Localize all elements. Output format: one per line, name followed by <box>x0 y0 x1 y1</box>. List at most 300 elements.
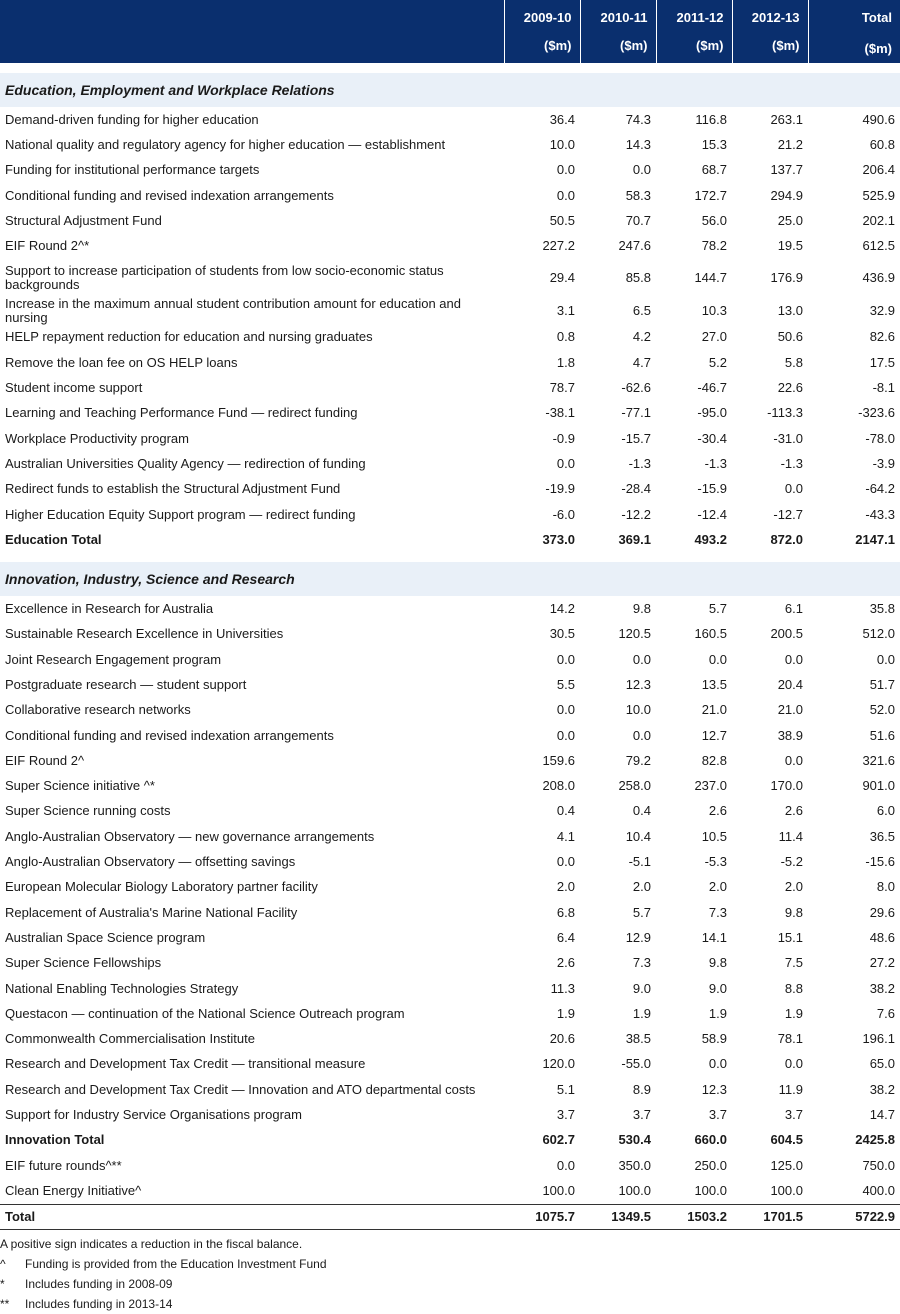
table-row <box>0 1102 900 1127</box>
row-label: Excellence in Research for Australia <box>5 601 214 617</box>
row-year-value: 0.4 <box>632 803 651 819</box>
row-year-value: 0.0 <box>556 854 575 870</box>
row-year-value: 0.0 <box>708 651 727 667</box>
row-year-value: 3.1 <box>556 302 575 318</box>
row-label: Sustainable Research Excellence in Universities <box>5 626 284 642</box>
row-year-value: 78.2 <box>701 238 727 254</box>
row-year-value: 6.5 <box>632 302 651 318</box>
row-total-value: 8.0 <box>876 879 895 895</box>
section-total-row <box>0 527 900 552</box>
row-year-value: 160.5 <box>694 626 727 642</box>
row-label: Remove the loan fee on OS HELP loans <box>5 354 238 370</box>
row-year-value: 15.3 <box>701 136 727 152</box>
row-total-value: 321.6 <box>862 752 895 768</box>
row-total-value: 525.9 <box>862 187 895 203</box>
row-label: Commonwealth Commercialisation Institute <box>5 1031 255 1047</box>
row-year-value: 1349.5 <box>580 1204 656 1229</box>
row-year-value: 258.0 <box>618 778 651 794</box>
row-year-value: 116.8 <box>695 111 727 127</box>
table-row <box>0 297 900 325</box>
row-year-value: 2.6 <box>556 955 575 971</box>
row-label: Redirect funds to establish the Structural Adjustment Fund <box>5 481 341 497</box>
row-year-value: 12.9 <box>625 929 651 945</box>
row-label: Structural Adjustment Fund <box>5 212 162 228</box>
row-year-value: -31.0 <box>773 430 803 446</box>
row-year-value: -77.1 <box>621 405 651 421</box>
row-total-value: 36.5 <box>869 828 895 844</box>
row-total-value: 35.8 <box>869 601 895 617</box>
row-year-value: 250.0 <box>694 1157 727 1173</box>
row-total-value: 52.0 <box>869 702 895 718</box>
row-label: Clean Energy Initiative^ <box>5 1182 142 1198</box>
row-label: Innovation Total <box>5 1132 105 1148</box>
header-total: Total ($m) <box>808 0 900 63</box>
table-row <box>0 1027 900 1052</box>
row-total-value: 436.9 <box>862 269 895 285</box>
row-year-value: 100.0 <box>618 1182 651 1198</box>
row-year-value: 369.1 <box>618 531 651 547</box>
note-symbol: ** <box>0 1296 10 1311</box>
row-year-value: 10.4 <box>625 828 651 844</box>
row-label: Increase in the maximum annual student contribution amount for education and nursing <box>5 295 461 325</box>
row-year-value: 70.7 <box>625 212 651 228</box>
row-year-value: 9.0 <box>708 980 727 996</box>
row-total-value: 29.6 <box>869 904 895 920</box>
row-year-value: 1.9 <box>556 1005 575 1021</box>
table-row <box>0 698 900 723</box>
row-year-value: 58.3 <box>625 187 651 203</box>
section-title: Education, Employment and Workplace Relations <box>0 73 900 107</box>
row-total-value: 206.4 <box>862 162 895 178</box>
row-year-value: 27.0 <box>701 329 727 345</box>
note-symbol: * <box>0 1276 5 1291</box>
row-total-value: 32.9 <box>869 302 895 318</box>
row-year-value: 10.0 <box>625 702 651 718</box>
row-year-value: -12.7 <box>773 506 803 522</box>
row-year-value: -6.0 <box>552 506 575 522</box>
row-year-value: 11.9 <box>778 1081 803 1097</box>
row-year-value: 29.4 <box>549 269 575 285</box>
row-year-value: 120.0 <box>542 1056 575 1072</box>
row-total-value: 512.0 <box>862 626 895 642</box>
table-row <box>0 799 900 824</box>
row-year-value: 100.0 <box>694 1182 727 1198</box>
table-body <box>0 63 900 1229</box>
row-year-value: -95.0 <box>697 405 727 421</box>
row-year-value: 159.6 <box>542 752 575 768</box>
row-year-value: 0.0 <box>556 702 575 718</box>
header-year-2012-13: 2012-13 ($m) <box>732 0 808 63</box>
row-year-value: 3.7 <box>708 1107 727 1123</box>
row-year-value: 0.0 <box>632 651 651 667</box>
row-year-value: -19.9 <box>545 481 575 497</box>
table-row <box>0 672 900 697</box>
table-row <box>0 1178 900 1204</box>
row-year-value: -5.2 <box>780 854 803 870</box>
row-year-value: 144.7 <box>694 269 727 285</box>
row-label: Research and Development Tax Credit — Innovation and ATO departmental costs <box>5 1081 476 1097</box>
row-year-value: 247.6 <box>618 238 651 254</box>
row-year-value: 2.0 <box>784 879 803 895</box>
note-item <box>0 1294 900 1314</box>
table-row <box>0 233 900 258</box>
row-year-value: 78.1 <box>777 1031 803 1047</box>
row-year-value: 10.0 <box>549 136 575 152</box>
row-year-value: 15.1 <box>777 929 803 945</box>
row-total-value: 0.0 <box>876 651 895 667</box>
notes-intro: A positive sign indicates a reduction in the fiscal balance. <box>0 1236 303 1251</box>
table-row <box>0 774 900 799</box>
row-year-value: 9.0 <box>632 980 651 996</box>
row-year-value: 100.0 <box>542 1182 575 1198</box>
row-year-value: 0.0 <box>708 1056 727 1072</box>
row-total-value: -43.3 <box>865 506 895 522</box>
row-label: Collaborative research networks <box>5 702 191 718</box>
table-row <box>0 401 900 426</box>
row-year-value: 172.7 <box>694 187 727 203</box>
row-label: Student income support <box>5 380 143 396</box>
table-row <box>0 1001 900 1026</box>
row-year-value: 8.8 <box>784 980 803 996</box>
row-year-value: 100.0 <box>770 1182 803 1198</box>
row-year-value: 263.1 <box>770 111 803 127</box>
section-heading-row <box>0 562 900 596</box>
row-year-value: 0.4 <box>556 803 575 819</box>
row-total-value: 2147.1 <box>855 531 895 547</box>
row-year-value: 1.9 <box>784 1005 803 1021</box>
table-row <box>0 748 900 773</box>
table-row <box>0 647 900 672</box>
table-row <box>0 1077 900 1102</box>
row-year-value: 7.3 <box>632 955 651 971</box>
row-label: Joint Research Engagement program <box>5 651 222 667</box>
row-year-value: 10.5 <box>701 828 727 844</box>
row-year-value: 530.4 <box>618 1132 651 1148</box>
row-year-value: -1.3 <box>704 455 727 471</box>
row-year-value: 493.2 <box>694 531 727 547</box>
row-year-value: 6.4 <box>556 929 575 945</box>
row-year-value: 11.4 <box>778 828 803 844</box>
table-row <box>0 208 900 233</box>
row-label: Super Science running costs <box>5 803 171 819</box>
row-total-value: 400.0 <box>862 1182 895 1198</box>
row-year-value: 208.0 <box>542 778 575 794</box>
table-row <box>0 875 900 900</box>
row-year-value: 1503.2 <box>656 1204 732 1229</box>
table-row <box>0 325 900 350</box>
row-year-value: 82.8 <box>701 752 727 768</box>
row-year-value: 1075.7 <box>504 1204 580 1229</box>
row-year-value: 68.7 <box>701 162 727 178</box>
row-year-value: 120.5 <box>618 626 651 642</box>
row-year-value: 0.0 <box>632 727 651 743</box>
row-total-value: 38.2 <box>869 980 895 996</box>
row-year-value: 3.7 <box>784 1107 803 1123</box>
row-year-value: 10.3 <box>701 302 727 318</box>
row-year-value: 0.0 <box>556 727 575 743</box>
row-total-value: 901.0 <box>862 778 895 794</box>
table-row <box>0 1153 900 1178</box>
row-year-value: -12.4 <box>697 506 727 522</box>
row-label: Total <box>0 1204 504 1229</box>
row-year-value: 1701.5 <box>732 1204 808 1229</box>
table-row <box>0 596 900 621</box>
row-year-value: 5.7 <box>632 904 651 920</box>
table-row <box>0 375 900 400</box>
row-year-value: 1.8 <box>556 354 575 370</box>
table-notes <box>0 1230 900 1314</box>
row-label: Higher Education Equity Support program — redirect funding <box>5 506 356 522</box>
row-year-value: 3.7 <box>556 1107 575 1123</box>
row-year-value: 21.0 <box>777 702 803 718</box>
row-total-value: 202.1 <box>862 212 895 228</box>
row-year-value: 14.3 <box>625 136 651 152</box>
row-label: Workplace Productivity program <box>5 430 189 446</box>
row-year-value: -5.1 <box>628 854 651 870</box>
row-year-value: 200.5 <box>770 626 803 642</box>
row-year-value: 3.7 <box>632 1107 651 1123</box>
table-row <box>0 951 900 976</box>
row-year-value: 78.7 <box>549 380 575 396</box>
row-year-value: 350.0 <box>618 1157 651 1173</box>
row-total-value: 17.5 <box>869 354 895 370</box>
row-year-value: 5.1 <box>556 1081 575 1097</box>
row-label: Anglo-Australian Observatory — new governance arrangements <box>5 828 375 844</box>
row-label: National quality and regulatory agency for higher education — establishment <box>5 136 446 152</box>
table-row <box>0 350 900 375</box>
row-year-value: 20.6 <box>549 1031 575 1047</box>
row-year-value: 6.1 <box>784 601 803 617</box>
row-label: Research and Development Tax Credit — transitional measure <box>5 1056 366 1072</box>
row-label: Anglo-Australian Observatory — offsetting savings <box>5 854 296 870</box>
row-label: EIF future rounds^** <box>5 1157 122 1173</box>
row-year-value: 13.0 <box>777 302 803 318</box>
row-year-value: 22.6 <box>777 380 803 396</box>
row-label: EIF Round 2^* <box>5 238 90 254</box>
table-row <box>0 849 900 874</box>
row-year-value: -28.4 <box>621 481 651 497</box>
row-year-value: -15.7 <box>621 430 651 446</box>
row-label: Funding for institutional performance targets <box>5 162 260 178</box>
row-total-value: 48.6 <box>869 929 895 945</box>
row-year-value: 0.0 <box>556 187 575 203</box>
row-year-value: 4.7 <box>632 354 651 370</box>
note-item <box>0 1254 900 1274</box>
row-year-value: 19.5 <box>777 238 803 254</box>
section-title: Innovation, Industry, Science and Research <box>0 562 900 596</box>
row-label: HELP repayment reduction for education and nursing graduates <box>5 329 373 345</box>
row-year-value: 38.9 <box>777 727 803 743</box>
row-label: Postgraduate research — student support <box>5 676 247 692</box>
row-year-value: 21.0 <box>701 702 727 718</box>
header-label-cell <box>0 0 504 63</box>
table-row <box>0 925 900 950</box>
row-label: Conditional funding and revised indexation arrangements <box>5 727 334 743</box>
table-row <box>0 1052 900 1077</box>
row-year-value: 2.0 <box>556 879 575 895</box>
row-year-value: 0.0 <box>784 1056 803 1072</box>
row-year-value: 0.0 <box>784 481 803 497</box>
row-year-value: 170.0 <box>770 778 803 794</box>
row-year-value: 13.5 <box>701 676 727 692</box>
row-year-value: 0.0 <box>556 651 575 667</box>
table-row <box>0 183 900 208</box>
header-year-2010-11: 2010-11 ($m) <box>580 0 656 63</box>
row-total-value: -64.2 <box>865 481 895 497</box>
row-year-value: 604.5 <box>770 1132 803 1148</box>
note-text: Includes funding in 2013-14 <box>25 1296 173 1311</box>
row-label: Super Science Fellowships <box>5 955 162 971</box>
row-year-value: 38.5 <box>625 1031 651 1047</box>
row-label: European Molecular Biology Laboratory partner facility <box>5 879 318 895</box>
row-year-value: 14.1 <box>701 929 727 945</box>
row-label: Replacement of Australia's Marine National Facility <box>5 904 298 920</box>
row-total-value: -15.6 <box>865 854 895 870</box>
row-total-value: 750.0 <box>862 1157 895 1173</box>
spacer-row <box>0 63 900 73</box>
spacer-row <box>0 552 900 562</box>
row-year-value: 0.0 <box>556 455 575 471</box>
row-year-value: 25.0 <box>777 212 803 228</box>
notes-list <box>0 1254 900 1314</box>
row-total-value: 38.2 <box>869 1081 895 1097</box>
row-year-value: 50.6 <box>777 329 803 345</box>
row-year-value: 6.8 <box>556 904 575 920</box>
row-year-value: 0.0 <box>556 162 575 178</box>
table-row <box>0 502 900 527</box>
row-year-value: -15.9 <box>697 481 727 497</box>
row-total-value: -3.9 <box>872 455 895 471</box>
note-symbol: ^ <box>0 1256 6 1271</box>
row-year-value: 294.9 <box>770 187 803 203</box>
row-year-value: -5.3 <box>704 854 727 870</box>
table-row <box>0 132 900 157</box>
row-year-value: 0.0 <box>556 1157 575 1173</box>
table-row <box>0 976 900 1001</box>
row-year-value: 2.0 <box>632 879 651 895</box>
row-total-value: -78.0 <box>865 430 895 446</box>
table-row <box>0 900 900 925</box>
row-year-value: 14.2 <box>549 601 575 617</box>
row-year-value: 21.2 <box>777 136 803 152</box>
row-year-value: -30.4 <box>697 430 727 446</box>
row-year-value: 58.9 <box>701 1031 727 1047</box>
row-year-value: 50.5 <box>549 212 575 228</box>
row-year-value: -1.3 <box>780 455 803 471</box>
section-total-row <box>0 1128 900 1153</box>
row-year-value: 5.2 <box>708 354 727 370</box>
row-total-value: 51.6 <box>869 727 895 743</box>
row-year-value: 0.0 <box>784 752 803 768</box>
row-label: Support for Industry Service Organisations program <box>5 1107 302 1123</box>
row-year-value: 30.5 <box>549 626 575 642</box>
table-row <box>0 622 900 647</box>
row-total-value: 7.6 <box>876 1005 895 1021</box>
row-total-value: -8.1 <box>872 380 895 396</box>
row-year-value: 227.2 <box>542 238 575 254</box>
row-year-value: -55.0 <box>621 1056 651 1072</box>
row-year-value: 9.8 <box>708 955 727 971</box>
row-total-value: 490.6 <box>862 111 895 127</box>
row-total-value: -323.6 <box>858 405 895 421</box>
row-year-value: 0.8 <box>556 329 575 345</box>
row-year-value: 8.9 <box>632 1081 651 1097</box>
row-total-value: 5722.9 <box>808 1204 900 1229</box>
row-total-value: 6.0 <box>876 803 895 819</box>
row-year-value: -0.9 <box>552 430 575 446</box>
row-year-value: -12.2 <box>621 506 651 522</box>
row-year-value: 7.3 <box>708 904 727 920</box>
table-row <box>0 477 900 502</box>
row-year-value: 0.0 <box>784 651 803 667</box>
row-label: Australian Space Science program <box>5 929 206 945</box>
row-year-value: 660.0 <box>694 1132 727 1148</box>
row-label: National Enabling Technologies Strategy <box>5 980 239 996</box>
row-year-value: 137.7 <box>770 162 803 178</box>
row-label: Australian Universities Quality Agency — redirection of funding <box>5 455 366 471</box>
row-year-value: 1.9 <box>632 1005 651 1021</box>
row-year-value: 4.2 <box>632 329 651 345</box>
row-year-value: -46.7 <box>697 380 727 396</box>
row-label: Super Science initiative ^* <box>5 778 155 794</box>
row-total-value: 51.7 <box>869 676 895 692</box>
row-year-value: -113.3 <box>767 405 803 421</box>
note-text: Includes funding in 2008-09 <box>25 1276 173 1291</box>
header-year-2009-10: 2009-10 ($m) <box>504 0 580 63</box>
row-year-value: 176.9 <box>770 269 803 285</box>
table-row <box>0 107 900 132</box>
row-total-value: 2425.8 <box>855 1132 895 1148</box>
row-label: Questacon — continuation of the National Science Outreach program <box>5 1005 405 1021</box>
note-text: Funding is provided from the Education Investment Fund <box>25 1256 327 1271</box>
note-item <box>0 1274 900 1294</box>
row-year-value: 4.1 <box>556 828 575 844</box>
row-year-value: 2.0 <box>708 879 727 895</box>
row-year-value: 7.5 <box>784 955 803 971</box>
table-header <box>0 0 900 63</box>
row-year-value: 5.8 <box>784 354 803 370</box>
row-total-value: 60.8 <box>869 136 895 152</box>
row-year-value: -62.6 <box>621 380 651 396</box>
row-year-value: 9.8 <box>784 904 803 920</box>
row-year-value: 79.2 <box>625 752 651 768</box>
row-year-value: 11.3 <box>550 980 575 996</box>
row-year-value: 602.7 <box>542 1132 575 1148</box>
row-year-value: 125.0 <box>770 1157 803 1173</box>
row-year-value: 1.9 <box>708 1005 727 1021</box>
row-total-value: 14.7 <box>869 1107 895 1123</box>
row-year-value: 237.0 <box>694 778 727 794</box>
table-row <box>0 451 900 476</box>
table-row <box>0 426 900 451</box>
row-year-value: 5.7 <box>708 601 727 617</box>
header-year-2011-12: 2011-12 ($m) <box>656 0 732 63</box>
row-label: Education Total <box>5 531 102 547</box>
row-year-value: 36.4 <box>549 111 575 127</box>
row-total-value: 196.1 <box>862 1031 895 1047</box>
row-year-value: 872.0 <box>770 531 803 547</box>
row-year-value: 12.7 <box>701 727 727 743</box>
row-year-value: 2.6 <box>708 803 727 819</box>
row-year-value: -1.3 <box>628 455 651 471</box>
row-year-value: 56.0 <box>701 212 727 228</box>
row-total-value: 65.0 <box>869 1056 895 1072</box>
row-total-value: 612.5 <box>862 238 895 254</box>
row-year-value: 373.0 <box>542 531 575 547</box>
row-label: EIF Round 2^ <box>5 752 85 768</box>
table-row <box>0 824 900 849</box>
row-year-value: 5.5 <box>556 676 575 692</box>
